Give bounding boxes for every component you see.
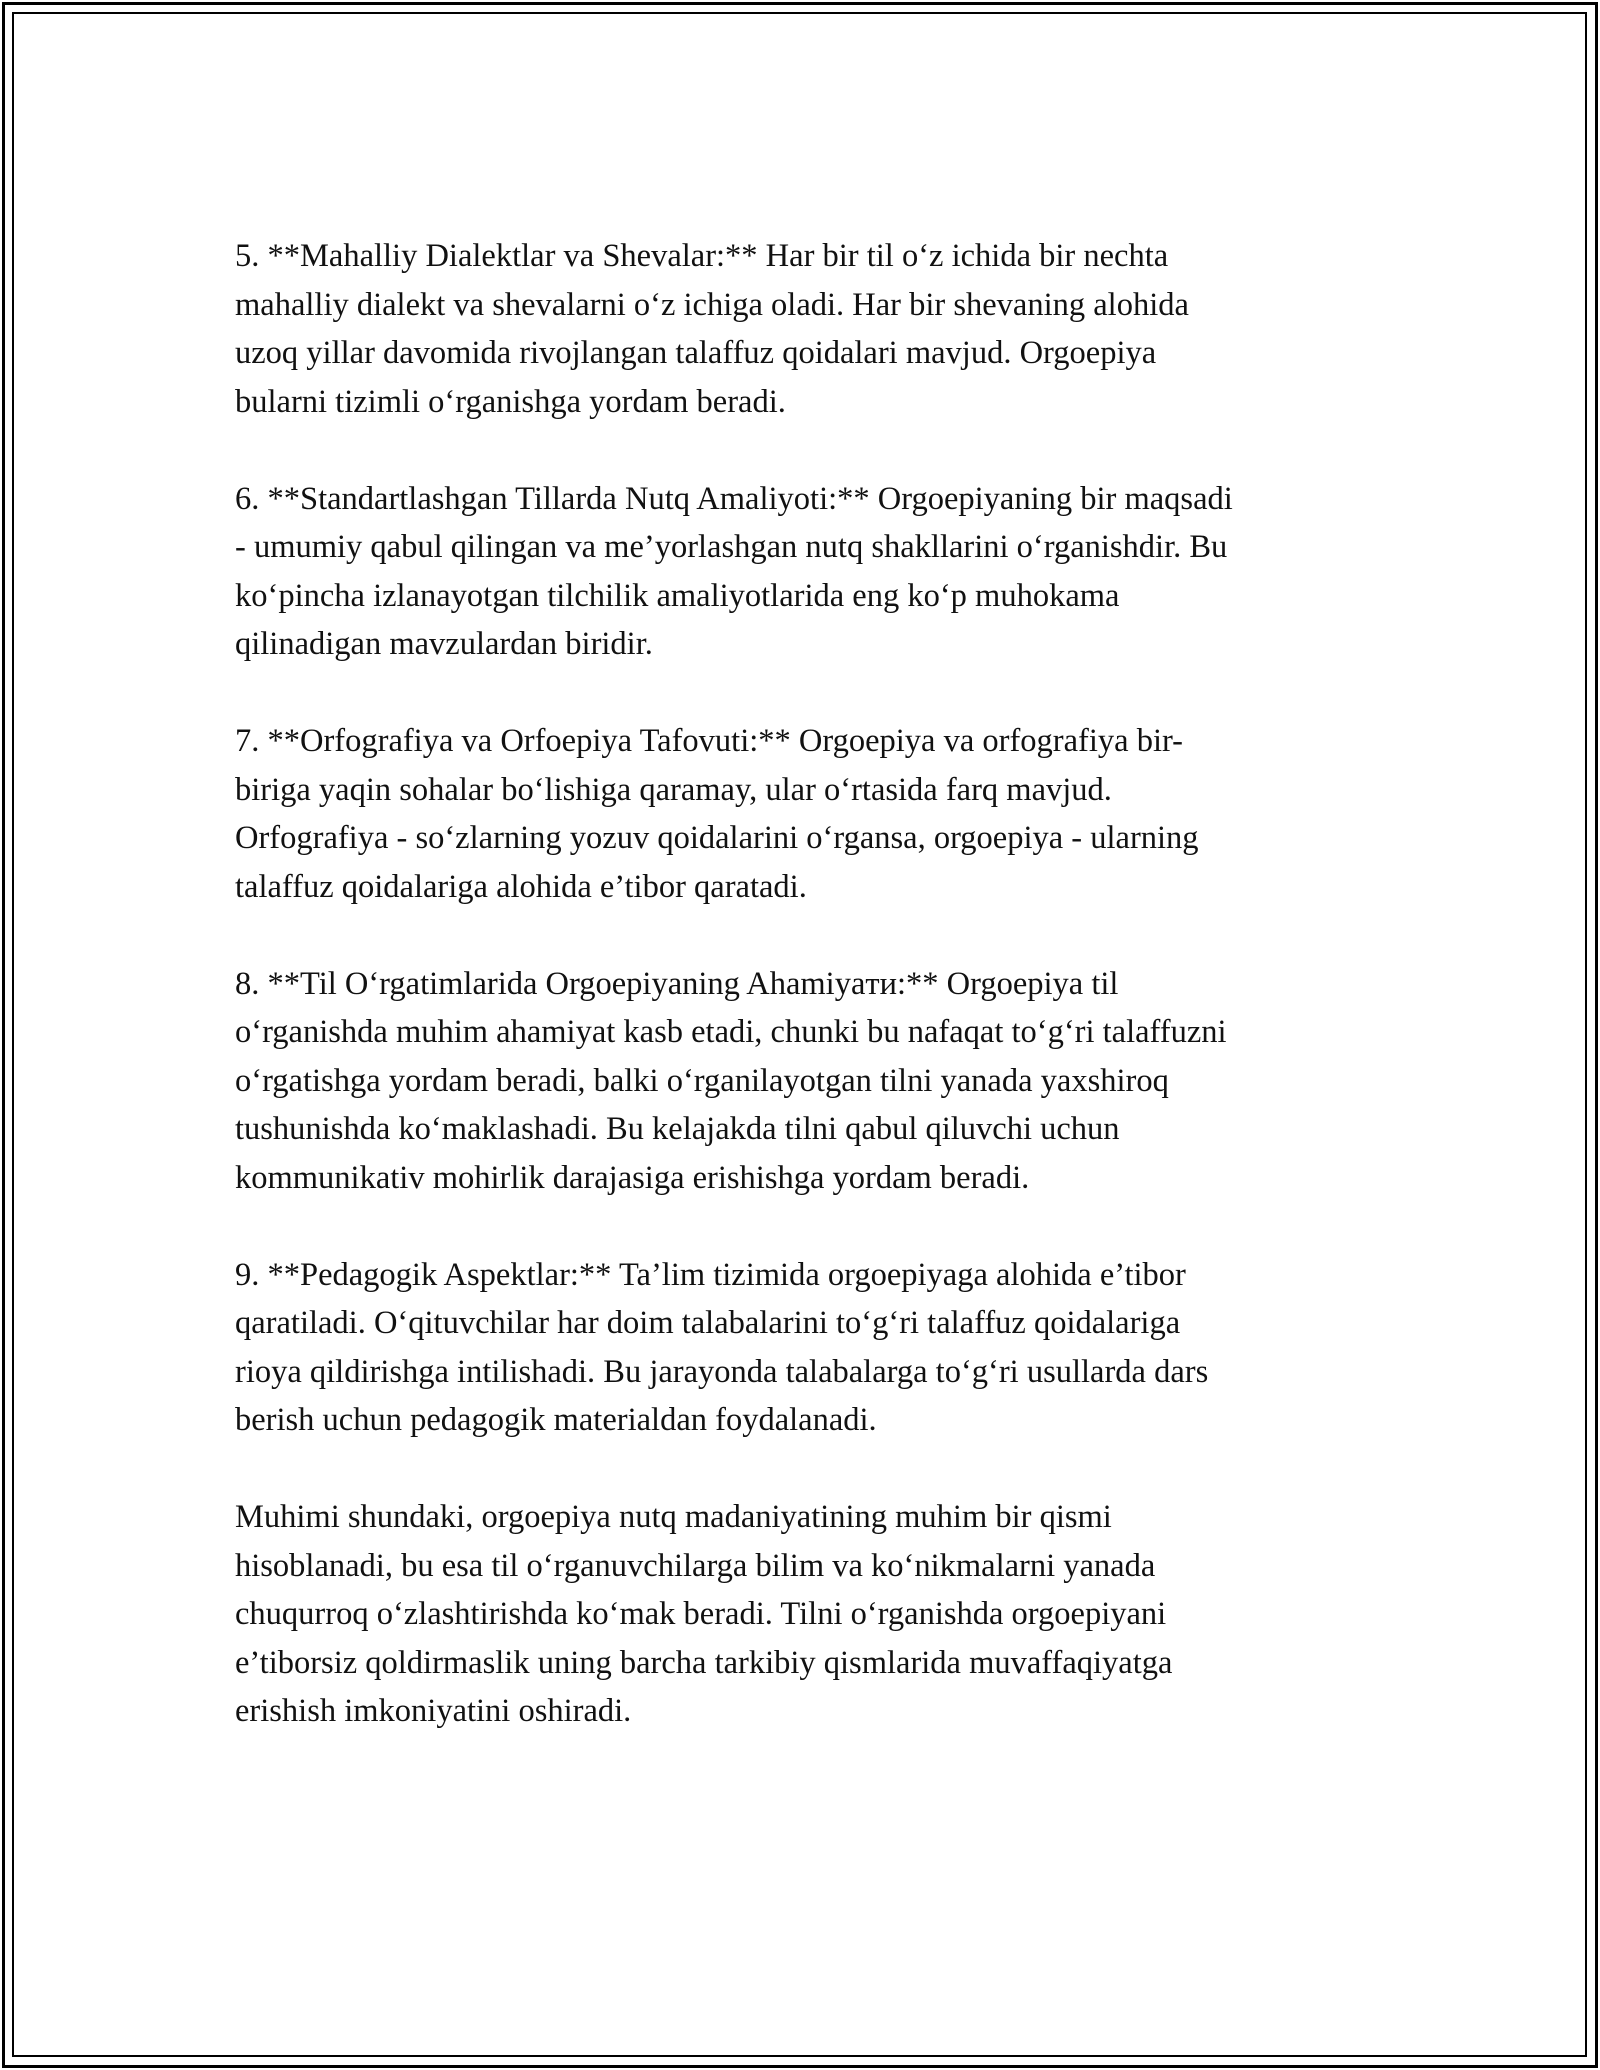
conclusion-paragraph: Muhimi shundaki, orgoepiya nutq madaniyatining muhim bir qismi hisoblanadi, bu esa til o‘rganuvchilarga bilim va ko‘nikmalarni yanada chuqurroq o‘zlashtirishda ko‘mak beradi. Tilni o‘rganishda orgoepiyani e’tiborsiz qoldirmaslik uning barcha tarkibiy qismlarida muvaffaqiyatga erishish imkoniyatini oshiradi. [235, 1499, 1173, 1729]
paragraph-item-7: 7. **Orfografiya va Orfoepiya Tafovuti:** Orgoepiya va orfografiya bir- biriga yaqin sohalar bo‘lishiga qaramay, ular o‘rtasida farq mavjud. Orfografiya - so‘zlarning yozuv qoidalarini o‘rgansa, orgoepiya - ularning talaffuz qoidalariga alohida e’tibor qaratadi. [235, 723, 1199, 905]
paragraph-item-5: 5. **Mahalliy Dialektlar va Shevalar:** Har bir til o‘z ichida bir nechta mahalliy dialekt va shevalarni o‘z ichiga oladi. Har bir shevaning alohida uzoq yillar davomida rivojlangan talaffuz qoidalari mavjud. Orgoepiya bularni tizimli o‘rganishga yordam beradi. [235, 238, 1189, 420]
paragraph-item-6: 6. **Standartlashgan Tillarda Nutq Amaliyoti:** Orgoepiyaning bir maqsadi - umumiy qabul qilingan va me’yorlashgan nutq shakllarini o‘rganishdir. Bu ko‘pincha izlanayotgan tilchilik amaliyotlarida eng ko‘p muhokama qilinadigan mavzulardan biridir. [235, 480, 1233, 662]
paragraph-item-9: 9. **Pedagogik Aspektlar:** Ta’lim tizimida orgoepiyaga alohida e’tibor qaratiladi. O‘qituvchilar har doim talabalarini to‘g‘ri talaffuz qoidalariga rioya qildirishga intilishadi. Bu jarayonda talabalarga to‘g‘ri usullarda dars berish uchun pedagogik materialdan foydalanadi. [235, 1256, 1209, 1438]
paragraph-item-8: 8. **Til O‘rgatimlarida Orgoepiyaning Ahamiyaти:** Orgoepiya til o‘rganishda muhim ahamiyat kasb etadi, chunki bu nafaqat to‘g‘ri talaffuzni o‘rgatishga yordam beradi, balki o‘rganilayotgan tilni yanada yaxshiroq tushunishda ko‘maklashadi. Bu kelajakda tilni qabul qiluvchi uchun kommunikativ mohirlik darajasiga erishishga yordam beradi. [235, 965, 1227, 1196]
document-body [235, 232, 1375, 1736]
